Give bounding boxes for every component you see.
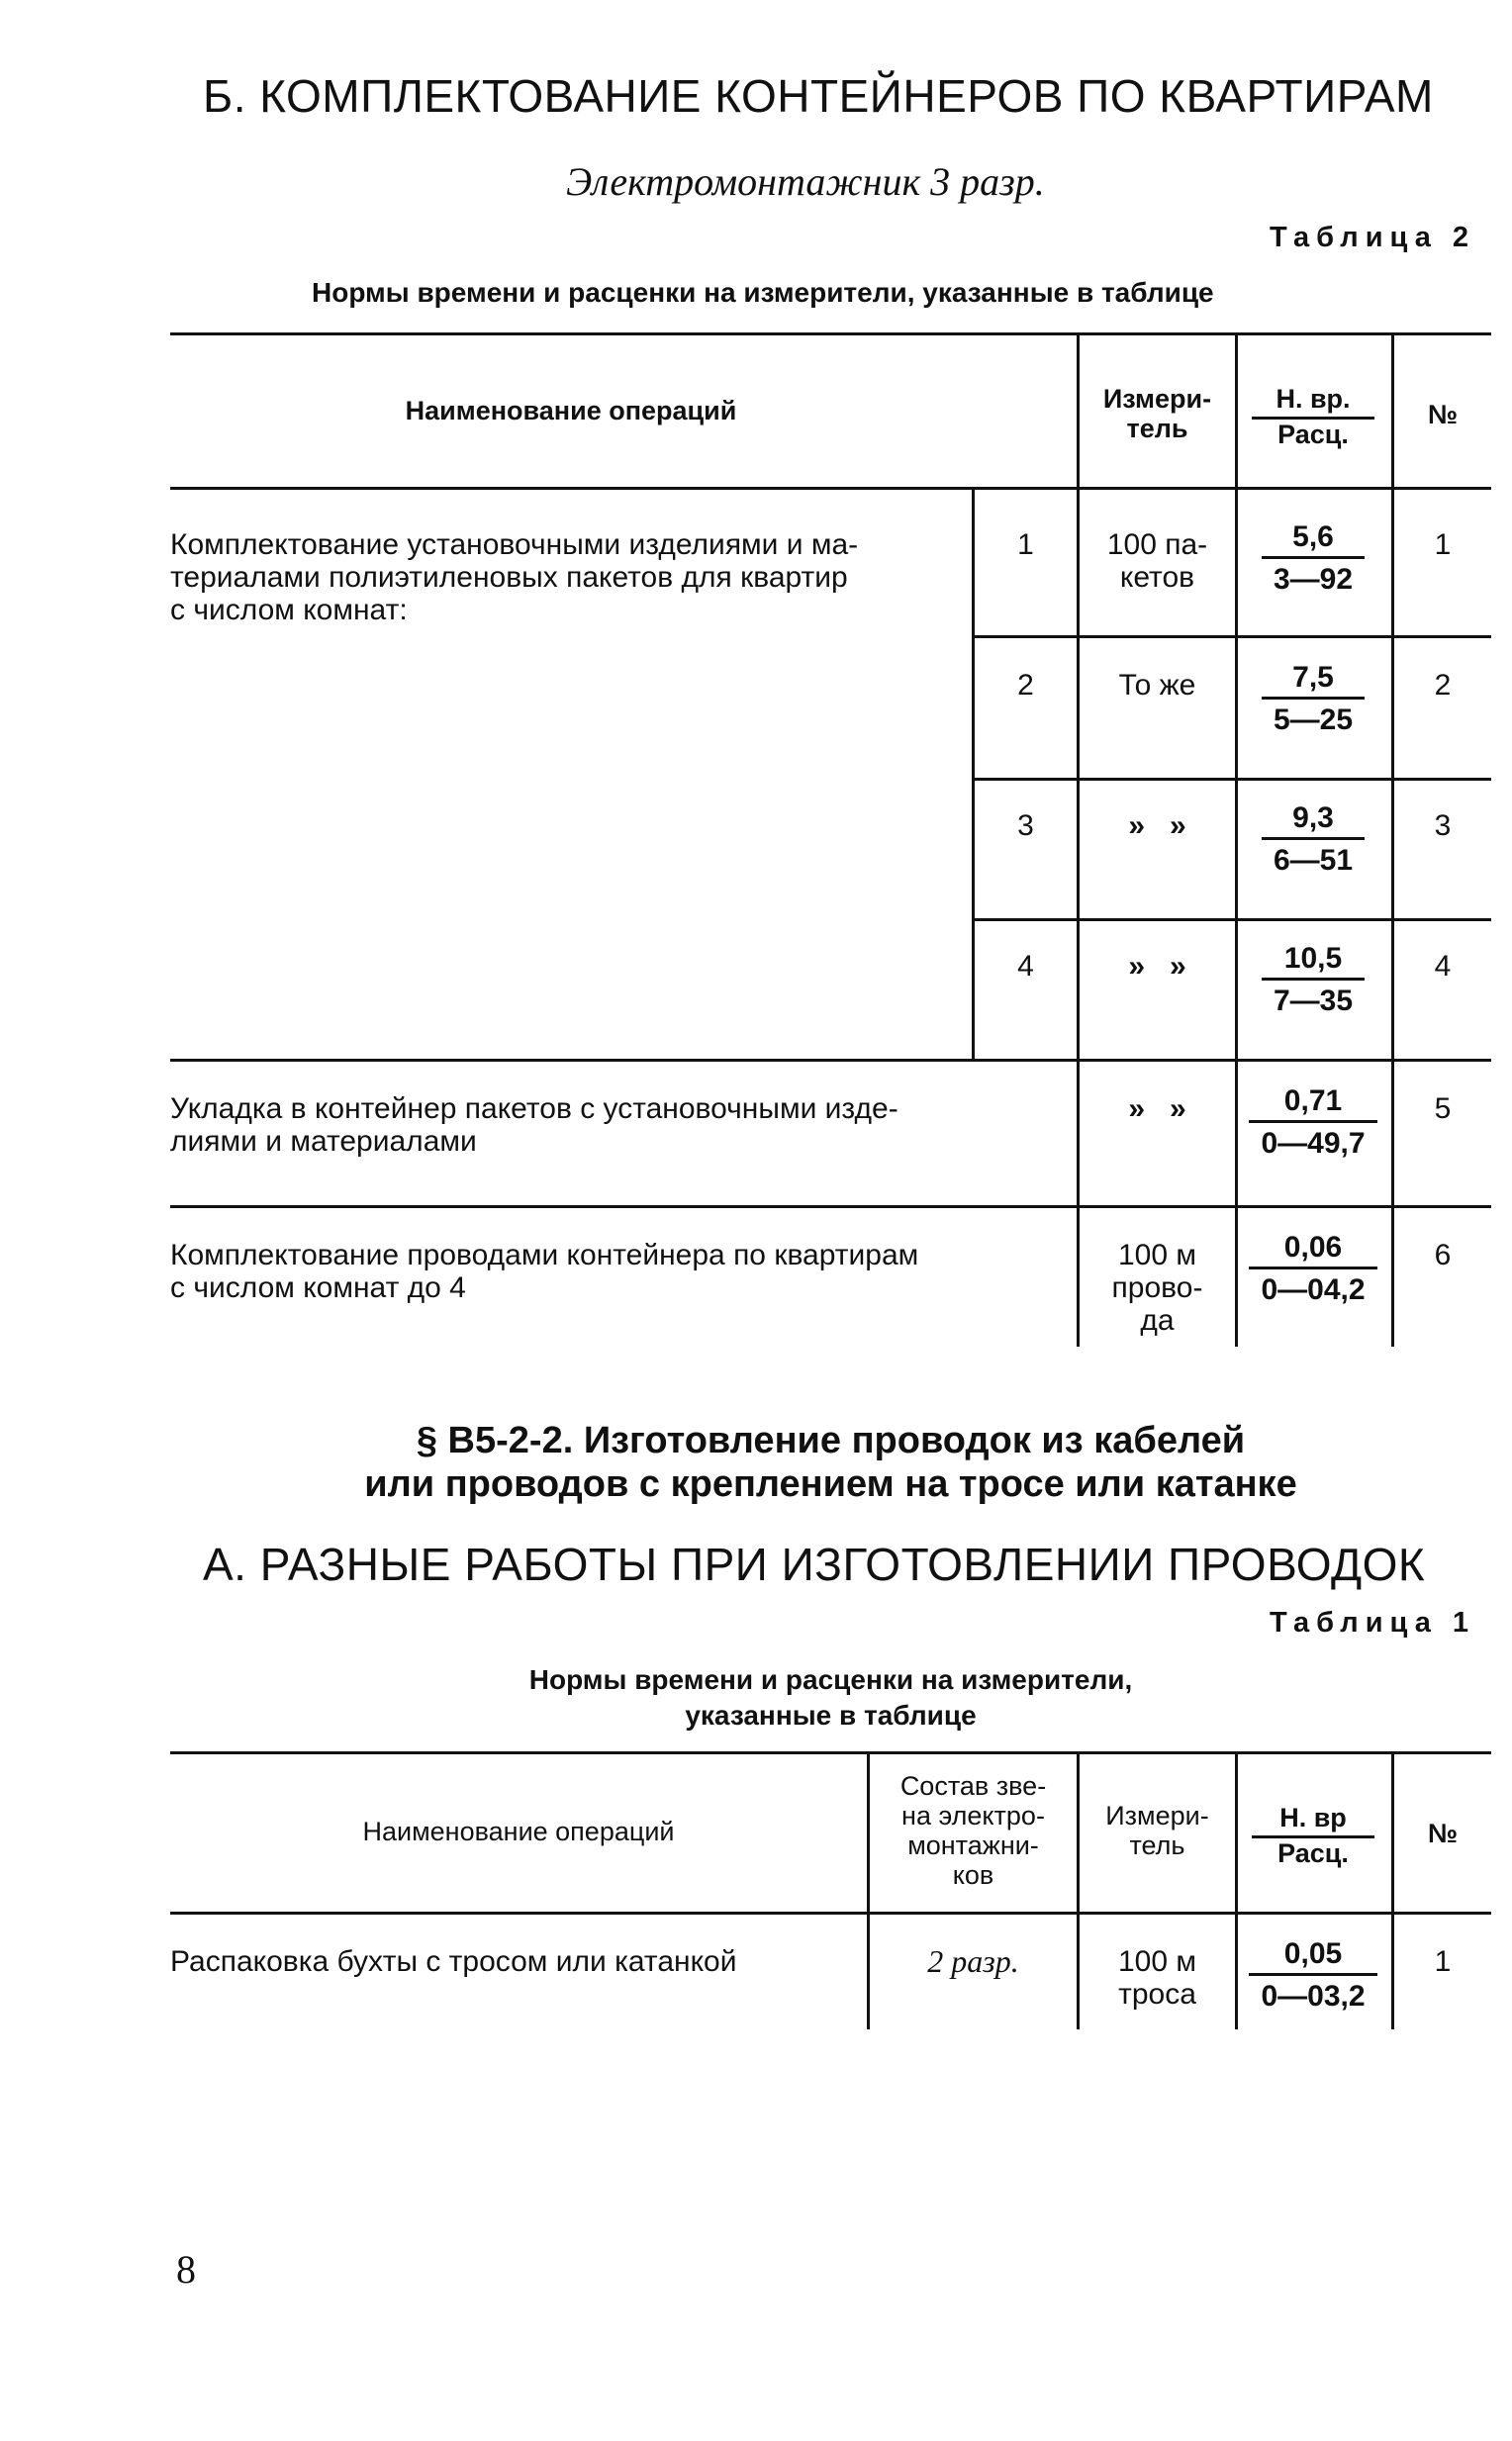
- col-header-crew-l2: на электро-: [901, 1801, 1045, 1831]
- col-header-name: Наименование операций: [362, 1817, 675, 1846]
- col-header-unit-l1: Измери-: [1105, 1801, 1209, 1831]
- col-header-crew: [870, 1771, 1077, 1890]
- unit-l1: 100 м: [1117, 1945, 1196, 1978]
- rate: 5—25: [1273, 704, 1354, 736]
- unit-l1: 100 м: [1117, 1239, 1196, 1271]
- unit-l3: да: [1140, 1304, 1175, 1337]
- row1-text-l1: Комплектование установочными изделиями и ма-: [170, 528, 859, 561]
- ditto-mark: » »: [1128, 1092, 1186, 1125]
- col-header-name: Наименование операций: [405, 396, 737, 425]
- rooms-count: 3: [1017, 809, 1034, 842]
- paragraph-heading-l1: § В5-2-2. Изготовление проводок из кабелей: [416, 1420, 1246, 1461]
- table-rule: [170, 487, 1491, 490]
- rooms-count: 4: [1017, 950, 1034, 983]
- col-header-unit-l2: тель: [1126, 414, 1188, 443]
- row-number: 3: [1434, 809, 1452, 842]
- norm-rate-cell: [1249, 1084, 1377, 1161]
- norm-time: 5,6: [1262, 520, 1365, 559]
- page-number: 8: [176, 2247, 196, 2292]
- norm-time: 10,5: [1262, 942, 1365, 981]
- col-header-crew-l4: ков: [952, 1860, 994, 1890]
- col-header-rate: Расц.: [1277, 1838, 1349, 1868]
- row5-text-l1: Укладка в контейнер пакетов с установочными изде-: [170, 1092, 898, 1125]
- table-rule: [972, 918, 1491, 921]
- norm-rate-cell: [1262, 661, 1365, 737]
- rate: 0—03,2: [1261, 1980, 1366, 2013]
- col-header-number: №: [1427, 1819, 1459, 1848]
- table-1-caption-l2: указанные в таблице: [685, 1700, 977, 1731]
- row-number: 6: [1434, 1239, 1452, 1271]
- unit-l1: 100 па-: [1106, 528, 1208, 561]
- norm-time: 7,5: [1262, 661, 1365, 700]
- row-number: 1: [1434, 1945, 1452, 1978]
- table-2-caption: Нормы времени и расценки на измерители, указанные в таблице: [312, 277, 1214, 308]
- col-header-number: №: [1427, 400, 1459, 429]
- crew-cell: 2 разр.: [927, 1943, 1019, 1979]
- row1-text-l3: с числом комнат:: [170, 594, 408, 626]
- unit-cell: [1080, 1239, 1235, 1337]
- rooms-count: 2: [1017, 669, 1034, 702]
- norm-rate-cell: [1262, 801, 1365, 878]
- norm-time: 0,05: [1249, 1937, 1377, 1976]
- paragraph-heading: [170, 1419, 1491, 1506]
- unit-l2: кетов: [1119, 561, 1195, 594]
- table-divider: [1391, 1754, 1394, 2029]
- col-header-unit-l1: Измери-: [1102, 384, 1212, 414]
- rooms-count: 1: [1017, 528, 1034, 561]
- col-header-unit: [1080, 384, 1235, 443]
- table-divider: [1235, 1754, 1238, 2029]
- col-header-norm: [1252, 384, 1374, 450]
- table-2-label: Таблица 2: [1270, 222, 1476, 253]
- section-b-subtitle: Электромонтажник 3 разр.: [566, 159, 1045, 204]
- col-header-unit-l2: тель: [1129, 1831, 1185, 1860]
- table-1-caption-l1: Нормы времени и расценки на измерители,: [528, 1664, 1133, 1695]
- row-number: 4: [1434, 950, 1452, 983]
- table-row-text: [170, 1092, 1073, 1158]
- table-rule: [170, 332, 1491, 335]
- section-a-heading: А. РАЗНЫЕ РАБОТЫ ПРИ ИЗГОТОВЛЕНИИ ПРОВОДОК: [203, 1539, 1426, 1590]
- row6-text-l2: с числом комнат до 4: [170, 1271, 466, 1304]
- unit-cell: [1080, 1945, 1235, 2011]
- col-header-unit: [1080, 1801, 1235, 1860]
- unit-cell: [1080, 528, 1235, 594]
- paragraph-heading-l2: или проводов с креплением на тросе или катанке: [364, 1463, 1297, 1505]
- table-rule: [170, 1205, 1491, 1208]
- ditto-mark: » »: [1128, 809, 1186, 842]
- table-rule: [972, 778, 1491, 781]
- col-header-norm: [1252, 1803, 1374, 1869]
- row5-text-l2: лиями и материалами: [170, 1125, 477, 1158]
- unit-cell: То же: [1118, 669, 1196, 702]
- norm-time: 9,3: [1262, 801, 1365, 840]
- norm-rate-cell: [1262, 942, 1365, 1018]
- table-1-caption: [170, 1662, 1491, 1734]
- rate: 0—04,2: [1261, 1273, 1366, 1306]
- table-1-label: Таблица 1: [1270, 1607, 1476, 1639]
- norm-time: 0,06: [1249, 1231, 1377, 1269]
- ditto-mark: » »: [1128, 950, 1186, 983]
- table-rule: [170, 1751, 1491, 1754]
- table-rule: [170, 1912, 1491, 1915]
- rate: 7—35: [1273, 985, 1354, 1017]
- rate: 6—51: [1273, 844, 1354, 877]
- table-rule: [170, 1059, 1491, 1062]
- table-row-text: [170, 1239, 1073, 1304]
- unit-l2: прово-: [1111, 1271, 1203, 1304]
- rate: 3—92: [1273, 563, 1354, 596]
- rate: 0—49,7: [1261, 1127, 1366, 1160]
- row-number: 2: [1434, 669, 1452, 702]
- table-rule: [972, 635, 1491, 638]
- row6-text-l1: Комплектование проводами контейнера по квартирам: [170, 1239, 919, 1271]
- table-row-text: [170, 528, 967, 626]
- norm-time: 0,71: [1249, 1084, 1377, 1123]
- table-divider: [1235, 335, 1238, 1347]
- row-number: 5: [1434, 1092, 1452, 1125]
- norm-rate-cell: [1249, 1937, 1377, 2014]
- col-header-norm-time: Н. вр.: [1252, 384, 1374, 420]
- col-header-crew-l1: Состав зве-: [899, 1771, 1047, 1801]
- row1-text-l2: териалами полиэтиленовых пакетов для квартир: [170, 561, 848, 594]
- table-row-text: Распаковка бухты с тросом или катанкой: [170, 1945, 737, 1978]
- norm-rate-cell: [1249, 1231, 1377, 1307]
- row-number: 1: [1434, 528, 1452, 561]
- unit-l2: троса: [1118, 1978, 1196, 2011]
- col-header-rate: Расц.: [1277, 420, 1349, 449]
- col-header-crew-l3: монтажни-: [907, 1831, 1039, 1860]
- section-b-heading: Б. КОМПЛЕКТОВАНИЕ КОНТЕЙНЕРОВ ПО КВАРТИРАМ: [203, 70, 1434, 122]
- norm-rate-cell: [1262, 520, 1365, 597]
- col-header-norm-time: Н. вр: [1252, 1803, 1374, 1838]
